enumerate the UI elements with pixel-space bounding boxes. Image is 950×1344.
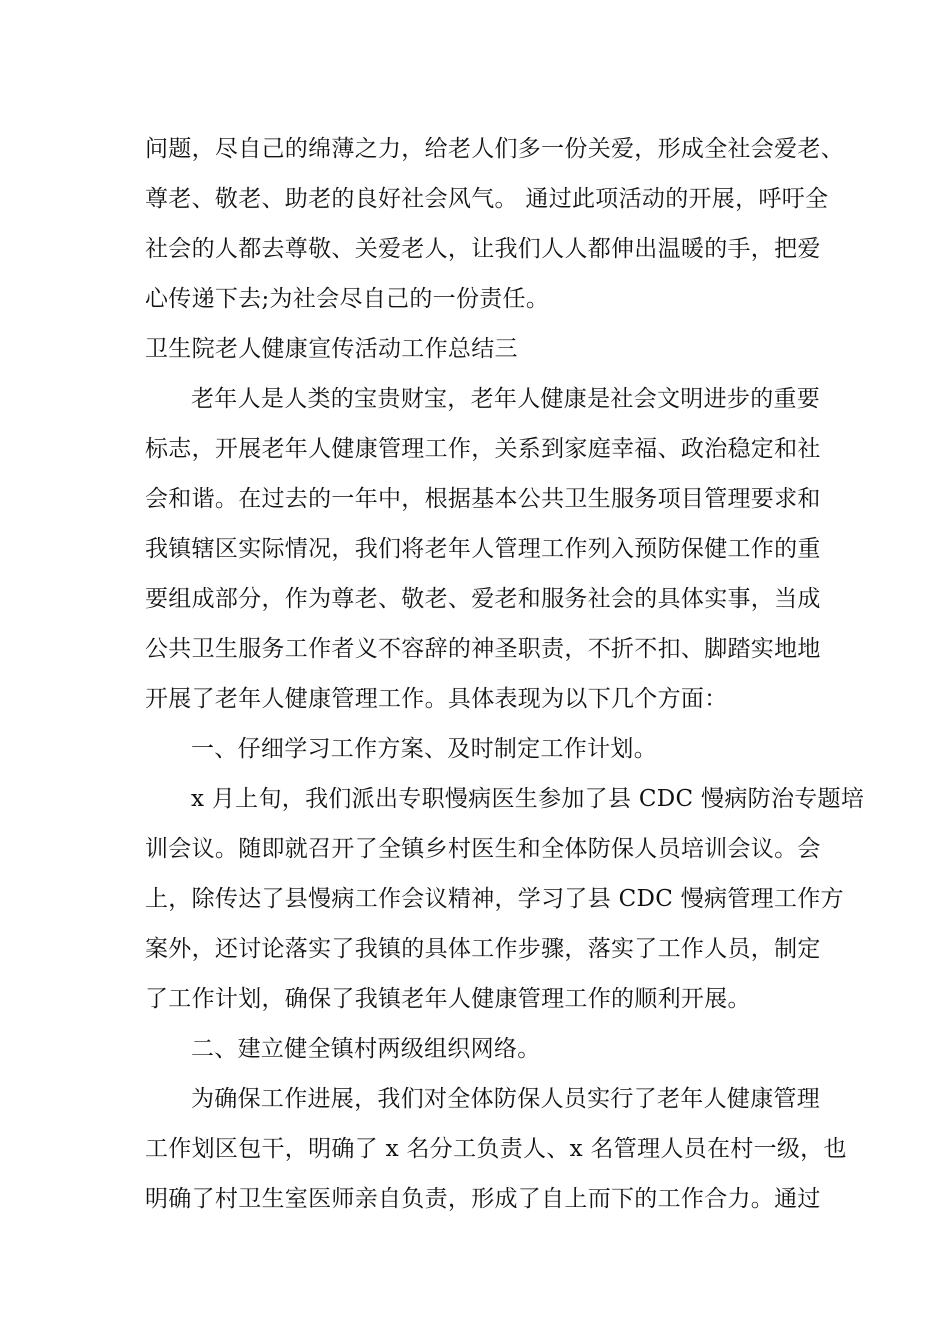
section-heading: 卫生院老人健康宣传活动工作总结三 xyxy=(145,336,518,362)
paragraph-line: 社会的人都去尊敬、关爱老人，让我们人人都伸出温暖的手，把爱 xyxy=(145,236,821,262)
paragraph-line: 了工作计划，确保了我镇老年人健康管理工作的顺利开展。 xyxy=(145,986,751,1012)
paragraph-line: 问题，尽自己的绵薄之力，给老人们多一份关爱，形成全社会爱老、 xyxy=(145,136,844,162)
paragraph-line: 老年人是人类的宝贵财宝，老年人健康是社会文明进步的重要 xyxy=(191,386,821,412)
subheading-1: 一、仔细学习工作方案、及时制定工作计划。 xyxy=(191,736,657,762)
paragraph-line: 案外，还讨论落实了我镇的具体工作步骤，落实了工作人员，制定 xyxy=(145,936,821,962)
paragraph-line: 公共卫生服务工作者义不容辞的神圣职责，不折不扣、脚踏实地地 xyxy=(145,636,821,662)
paragraph-line: 为确保工作进展，我们对全体防保人员实行了老年人健康管理 xyxy=(191,1086,821,1112)
paragraph-line: 要组成部分，作为尊老、敬老、爱老和服务社会的具体实事，当成 xyxy=(145,586,821,612)
paragraph-line: 训会议。随即就召开了全镇乡村医生和全体防保人员培训会议。会 xyxy=(145,836,821,862)
paragraph-line: 标志，开展老年人健康管理工作，关系到家庭幸福、政治稳定和社 xyxy=(145,436,821,462)
paragraph-line: 开展了老年人健康管理工作。具体表现为以下几个方面： xyxy=(145,686,728,712)
paragraph-line: 我镇辖区实际情况，我们将老年人管理工作列入预防保健工作的重 xyxy=(145,536,821,562)
paragraph-line: 工作划区包干，明确了 x 名分工负责人、x 名管理人员在村一级，也 xyxy=(145,1136,847,1162)
paragraph-line: 上，除传达了县慢病工作会议精神，学习了县 CDC 慢病管理工作方 xyxy=(145,886,844,912)
paragraph-line: 心传递下去;为社会尽自己的一份责任。 xyxy=(145,286,550,312)
subheading-2: 二、建立健全镇村两级组织网络。 xyxy=(191,1036,541,1062)
paragraph-line: 明确了村卫生室医师亲自负责，形成了自上而下的工作合力。通过 xyxy=(145,1186,821,1212)
paragraph-line: 会和谐。在过去的一年中，根据基本公共卫生服务项目管理要求和 xyxy=(145,486,821,512)
paragraph-line: 尊老、敬老、助老的良好社会风气。 通过此项活动的开展，呼吁全 xyxy=(145,186,829,212)
paragraph-line: x 月上旬，我们派出专职慢病医生参加了县 CDC 慢病防治专题培 xyxy=(191,786,865,812)
